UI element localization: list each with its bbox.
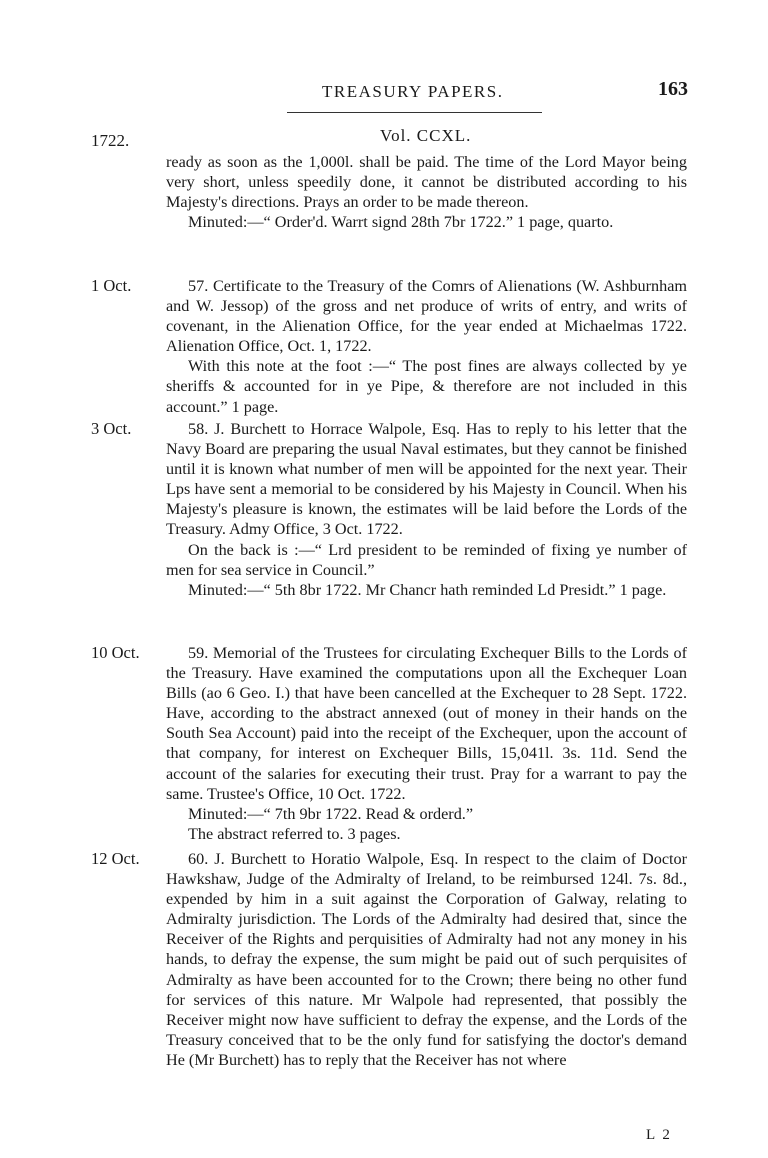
entry-paragraph: 60. J. Burchett to Horatio Walpole, Esq. In respect to the claim of Doctor Hawkshaw, Judge of the Admiralty of Ireland, to be reimbursed 124l. 7s. 8d., expended by him in a suit against the Corporation of Galway, relating to Admiralty jurisdiction. The Lords of the Admiralty had desired that, since the Receiver of the Rights and perquisities of Admiralty had not any money in his hands, to defray the expense, the sum might be paid out of such perquisites of Admiralty as have been accounted for to the Crown; there being no other fund for services of this nature. Mr Walpole had represented, that possibly the Receiver might now have sufficient to defray the expense, and the Lords of the Treasury conceived that to be the only fund for satisfying the doctor's demand He (Mr Burchett) has to reply that the Receiver has not where [166, 850, 687, 1069]
entry-minute: Minuted:—“ 5th 8br 1722. Mr Chancr hath reminded Ld Presidt.” 1 page. [188, 580, 667, 599]
entry-continuation [166, 152, 687, 232]
volume-heading: Vol. CCXL. [380, 126, 472, 145]
header-rule [287, 112, 542, 113]
page-number: 163 [658, 78, 688, 100]
page-header [90, 78, 700, 108]
entry-60 [166, 849, 687, 1070]
entry-59 [166, 643, 687, 844]
entry-trailer: The abstract referred to. 3 pages. [188, 824, 401, 843]
signature-mark: L 2 [646, 1127, 672, 1143]
entry-paragraph: 59. Memorial of the Trustees for circulating Exchequer Bills to the Lords of the Treasury. Have examined the computations upon all the Exchequer Loan Bills (ao 6 Geo. I.) that have been cancelled at the Exchequer to 28 Sept. 1722. Have, according to the abstract annexed (out of money in their hands on the South Sea Account) paid into the receipt of the Exchequer, upon the account of that company, for interest on Exchequer Bills, 15,041l. 3s. 11d. Send the account of the salaries for executing their trust. Pray for a warrant to pay the same. Trustee's Office, 10 Oct. 1722. [166, 644, 687, 803]
entry-57 [166, 276, 687, 417]
entry-paragraph: 58. J. Burchett to Horrace Walpole, Esq. Has to reply to his letter that the Navy Board are preparing the usual Naval estimates, but they cannot be finished until it is known what number of men will be appointed for the next year. Their Lps have sent a memorial to be considered by his Majesty in Council. When his Majesty's pleasure is known, the estimates will be laid before the Lords of the Treasury. Admy Office, 3 Oct. 1722. [166, 420, 687, 539]
entry-paragraph: ready as soon as the 1,000l. shall be paid. The time of the Lord Mayor being very short, unless speedily done, it cannot be distributed according to his Majesty's directions. Prays an order to be made thereon. [166, 153, 687, 212]
watermark [30, 523, 57, 545]
entry-note: On the back is :—“ Lrd president to be reminded of fixing ye number of men for sea service in Council.” [166, 540, 687, 579]
entry-paragraph: 57. Certificate to the Treasury of the Comrs of Alienations (W. Ashburnham and W. Jessop) of the gross and net produce of writs of entry, and writs of covenant, in the Alienation Office, for the year ended at Michaelmas 1722. Alienation Office, Oct. 1, 1722. [166, 277, 687, 356]
entry-date: 1 Oct. [91, 276, 132, 295]
entry-minute: Minuted:—“ Order'd. Warrt signd 28th 7br 1722.” 1 page, quarto. [188, 213, 614, 232]
year-marker: 1722. [91, 131, 130, 150]
entry-note: With this note at the foot :—“ The post fines are always collected by ye sheriffs & accounted for in ye Pipe, & therefore are not included in this account.” 1 page. [166, 357, 687, 416]
entry-date: 12 Oct. [91, 849, 140, 868]
entry-date: 3 Oct. [91, 419, 132, 438]
entry-minute: Minuted:—“ 7th 9br 1722. Read & orderd.” [188, 804, 474, 823]
entry-date: 10 Oct. [91, 643, 140, 662]
entry-58 [166, 419, 687, 600]
running-title: TREASURY PAPERS. [322, 82, 504, 101]
